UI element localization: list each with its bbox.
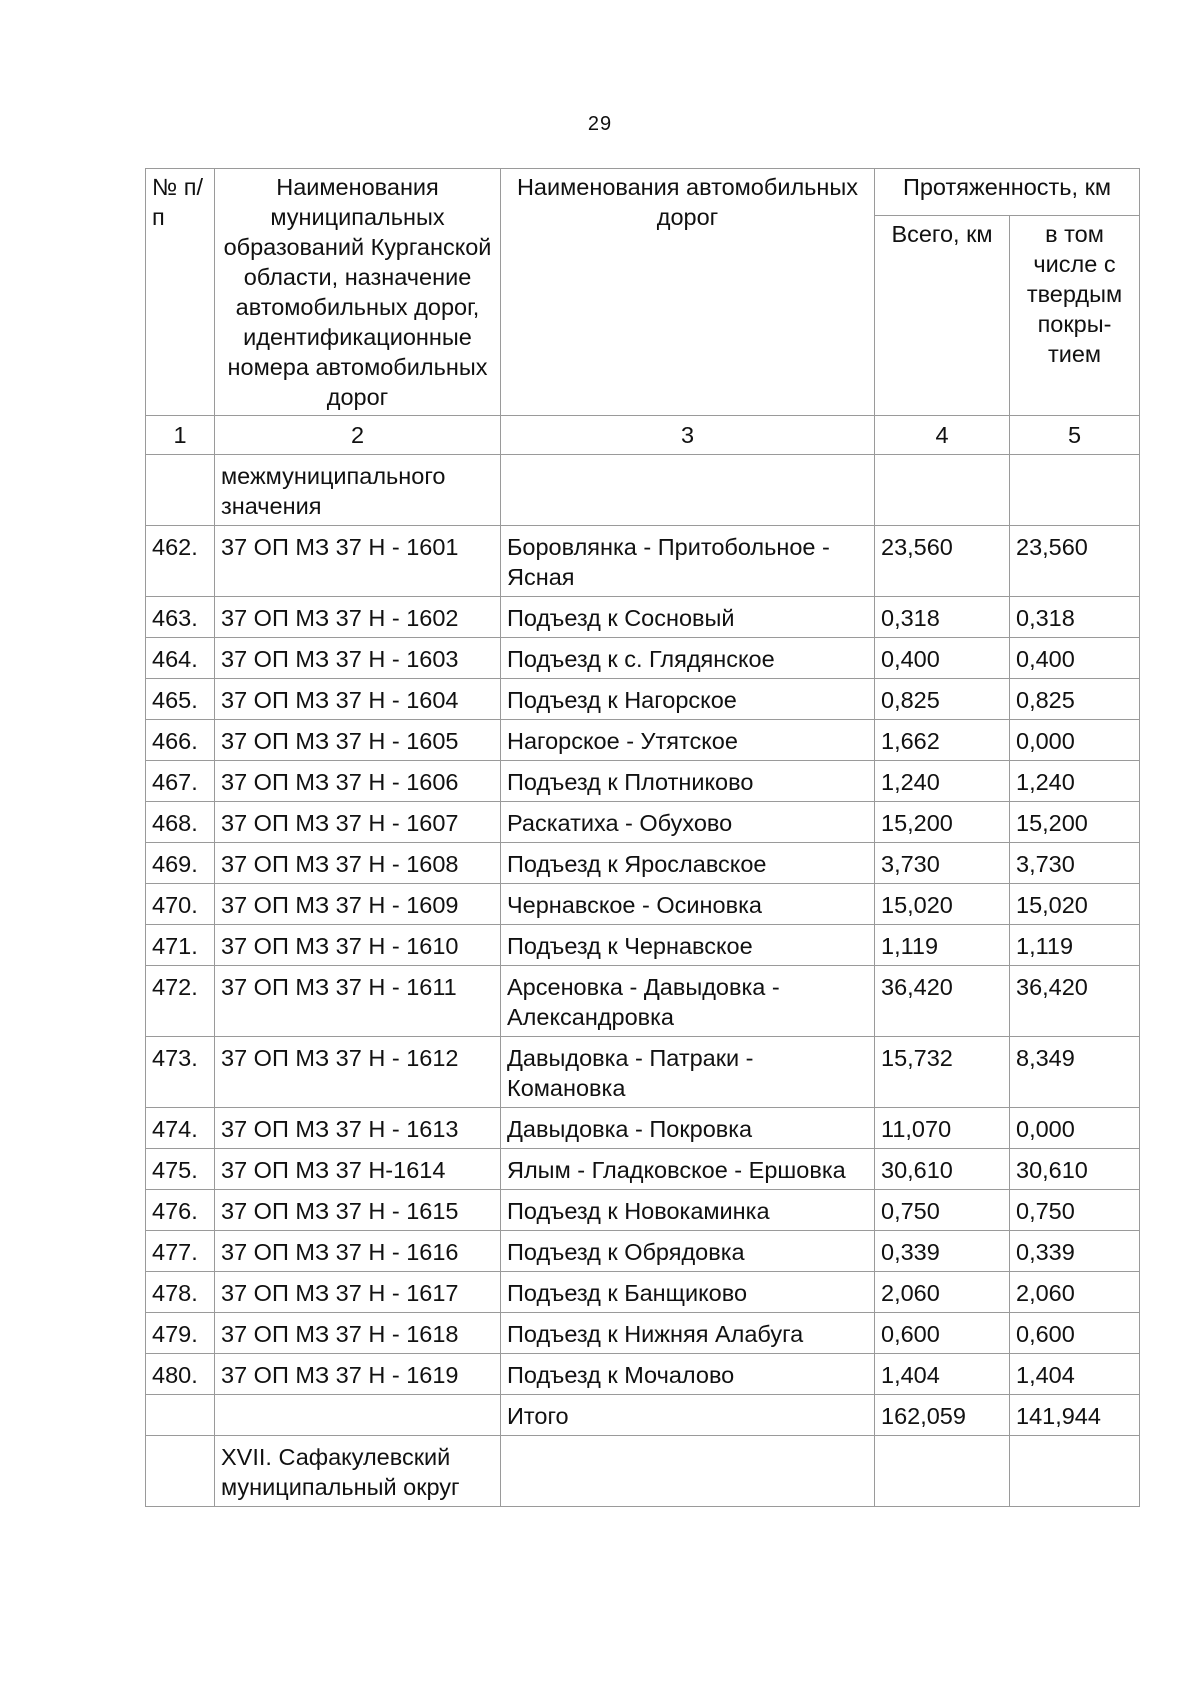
length-total: 1,119 [875, 925, 1010, 966]
length-total: 15,200 [875, 802, 1010, 843]
table-row [146, 526, 1140, 597]
road-name: Подъезд к Нижняя Алабуга [501, 1313, 875, 1354]
table-row [146, 1037, 1140, 1108]
roads-table [145, 168, 1140, 1507]
length-hard-surface: 2,060 [1010, 1272, 1140, 1313]
total-hard-surface: 141,944 [1010, 1395, 1140, 1436]
road-name: Подъезд к Нагорское [501, 679, 875, 720]
length-hard-surface: 0,318 [1010, 597, 1140, 638]
length-total: 1,662 [875, 720, 1010, 761]
column-number: 2 [215, 416, 501, 455]
row-number: 472. [146, 966, 215, 1037]
road-name: Подъезд к Обрядовка [501, 1231, 875, 1272]
table-row [146, 802, 1140, 843]
column-number: 5 [1010, 416, 1140, 455]
length-total: 0,600 [875, 1313, 1010, 1354]
row-number: 479. [146, 1313, 215, 1354]
intro-num-cell [146, 455, 215, 526]
length-total: 15,020 [875, 884, 1010, 925]
length-total: 0,339 [875, 1231, 1010, 1272]
section-empty-cell [501, 1436, 875, 1507]
intro-row [146, 455, 1140, 526]
row-number: 469. [146, 843, 215, 884]
header-hard-surface: в том числе с твердым покры-тием [1010, 216, 1140, 416]
row-number: 464. [146, 638, 215, 679]
road-id: 37 ОП МЗ 37 Н - 1611 [215, 966, 501, 1037]
length-total: 11,070 [875, 1108, 1010, 1149]
row-number: 473. [146, 1037, 215, 1108]
row-number: 466. [146, 720, 215, 761]
road-id: 37 ОП МЗ 37 Н - 1602 [215, 597, 501, 638]
length-hard-surface: 36,420 [1010, 966, 1140, 1037]
intro-empty-cell [875, 455, 1010, 526]
table-row [146, 884, 1140, 925]
row-number: 474. [146, 1108, 215, 1149]
length-hard-surface: 1,404 [1010, 1354, 1140, 1395]
row-number: 476. [146, 1190, 215, 1231]
length-total: 2,060 [875, 1272, 1010, 1313]
road-id: 37 ОП МЗ 37 Н - 1607 [215, 802, 501, 843]
road-id: 37 ОП МЗ 37 Н - 1604 [215, 679, 501, 720]
length-hard-surface: 0,400 [1010, 638, 1140, 679]
total-empty-cell [146, 1395, 215, 1436]
road-name: Подъезд к Плотниково [501, 761, 875, 802]
total-label: Итого [501, 1395, 875, 1436]
road-id: 37 ОП МЗ 37 Н - 1601 [215, 526, 501, 597]
length-total: 1,404 [875, 1354, 1010, 1395]
length-hard-surface: 0,600 [1010, 1313, 1140, 1354]
road-name: Боровлянка - Притобольное - Ясная [501, 526, 875, 597]
table-row [146, 1108, 1140, 1149]
road-id: 37 ОП МЗ 37 Н - 1606 [215, 761, 501, 802]
road-name: Подъезд к Мочалово [501, 1354, 875, 1395]
row-number: 468. [146, 802, 215, 843]
total-length: 162,059 [875, 1395, 1010, 1436]
table-row [146, 925, 1140, 966]
page-number: 29 [587, 113, 613, 135]
header-length: Протяженность, км [875, 169, 1140, 216]
row-number: 471. [146, 925, 215, 966]
road-name: Подъезд к с. Глядянское [501, 638, 875, 679]
table-row [146, 679, 1140, 720]
table-row [146, 1149, 1140, 1190]
road-name: Давыдовка - Покровка [501, 1108, 875, 1149]
road-name: Подъезд к Чернавское [501, 925, 875, 966]
intro-text: межмуниципального значения [215, 455, 501, 526]
header-municipality: Наименования муниципальных образований Курганской области, назначение автомобильных дорог, идентификационные номера автомобильных дорог [215, 169, 501, 416]
length-hard-surface: 0,825 [1010, 679, 1140, 720]
table-row [146, 843, 1140, 884]
header-num: № п/п [146, 169, 215, 416]
length-total: 0,825 [875, 679, 1010, 720]
length-hard-surface: 8,349 [1010, 1037, 1140, 1108]
road-name: Подъезд к Банщиково [501, 1272, 875, 1313]
road-name: Арсеновка - Давыдовка - Александровка [501, 966, 875, 1037]
length-hard-surface: 3,730 [1010, 843, 1140, 884]
intro-empty-cell [501, 455, 875, 526]
length-hard-surface: 1,240 [1010, 761, 1140, 802]
road-name: Подъезд к Сосновый [501, 597, 875, 638]
road-name: Чернавское - Осиновка [501, 884, 875, 925]
table-row [146, 966, 1140, 1037]
row-number: 477. [146, 1231, 215, 1272]
road-name: Подъезд к Ярославское [501, 843, 875, 884]
road-id: 37 ОП МЗ 37 Н - 1613 [215, 1108, 501, 1149]
table-body [146, 455, 1140, 1507]
road-id: 37 ОП МЗ 37 Н - 1617 [215, 1272, 501, 1313]
length-hard-surface: 23,560 [1010, 526, 1140, 597]
total-empty-cell [215, 1395, 501, 1436]
section-empty-cell [146, 1436, 215, 1507]
road-name: Давыдовка - Патраки - Комановка [501, 1037, 875, 1108]
table-row [146, 1313, 1140, 1354]
total-row [146, 1395, 1140, 1436]
row-number: 480. [146, 1354, 215, 1395]
row-number: 462. [146, 526, 215, 597]
length-total: 30,610 [875, 1149, 1010, 1190]
length-hard-surface: 15,020 [1010, 884, 1140, 925]
row-number: 470. [146, 884, 215, 925]
road-id: 37 ОП МЗ 37 Н - 1616 [215, 1231, 501, 1272]
table-row [146, 1190, 1140, 1231]
column-number: 4 [875, 416, 1010, 455]
row-number: 478. [146, 1272, 215, 1313]
header-road-name: Наименования автомобильных дорог [501, 169, 875, 416]
length-hard-surface: 30,610 [1010, 1149, 1140, 1190]
road-id: 37 ОП МЗ 37 Н - 1619 [215, 1354, 501, 1395]
table-header [146, 169, 1140, 455]
intro-empty-cell [1010, 455, 1140, 526]
section-row [146, 1436, 1140, 1507]
road-id: 37 ОП МЗ 37 Н - 1608 [215, 843, 501, 884]
length-hard-surface: 0,339 [1010, 1231, 1140, 1272]
table-row [146, 1354, 1140, 1395]
section-title: XVII. Сафакулевский муниципальный округ [215, 1436, 501, 1507]
length-total: 15,732 [875, 1037, 1010, 1108]
header-total: Всего, км [875, 216, 1010, 416]
table-row [146, 761, 1140, 802]
length-total: 0,318 [875, 597, 1010, 638]
road-id: 37 ОП МЗ 37 Н - 1605 [215, 720, 501, 761]
road-id: 37 ОП МЗ 37 Н - 1618 [215, 1313, 501, 1354]
section-empty-cell [1010, 1436, 1140, 1507]
column-number: 3 [501, 416, 875, 455]
road-id: 37 ОП МЗ 37 Н - 1612 [215, 1037, 501, 1108]
road-name: Подъезд к Новокаминка [501, 1190, 875, 1231]
road-id: 37 ОП МЗ 37 Н-1614 [215, 1149, 501, 1190]
length-hard-surface: 15,200 [1010, 802, 1140, 843]
row-number: 465. [146, 679, 215, 720]
road-name: Раскатиха - Обухово [501, 802, 875, 843]
table-row [146, 597, 1140, 638]
road-name: Нагорское - Утятское [501, 720, 875, 761]
road-name: Ялым - Гладковское - Ершовка [501, 1149, 875, 1190]
length-total: 0,750 [875, 1190, 1010, 1231]
row-number: 467. [146, 761, 215, 802]
column-number: 1 [146, 416, 215, 455]
length-total: 23,560 [875, 526, 1010, 597]
length-total: 1,240 [875, 761, 1010, 802]
table-row [146, 1272, 1140, 1313]
road-id: 37 ОП МЗ 37 Н - 1603 [215, 638, 501, 679]
length-hard-surface: 0,000 [1010, 720, 1140, 761]
table-row [146, 720, 1140, 761]
road-id: 37 ОП МЗ 37 Н - 1610 [215, 925, 501, 966]
length-total: 36,420 [875, 966, 1010, 1037]
road-id: 37 ОП МЗ 37 Н - 1609 [215, 884, 501, 925]
length-hard-surface: 0,750 [1010, 1190, 1140, 1231]
length-total: 0,400 [875, 638, 1010, 679]
row-number: 463. [146, 597, 215, 638]
length-hard-surface: 1,119 [1010, 925, 1140, 966]
table-row [146, 638, 1140, 679]
section-empty-cell [875, 1436, 1010, 1507]
row-number: 475. [146, 1149, 215, 1190]
table-row [146, 1231, 1140, 1272]
length-total: 3,730 [875, 843, 1010, 884]
road-id: 37 ОП МЗ 37 Н - 1615 [215, 1190, 501, 1231]
length-hard-surface: 0,000 [1010, 1108, 1140, 1149]
